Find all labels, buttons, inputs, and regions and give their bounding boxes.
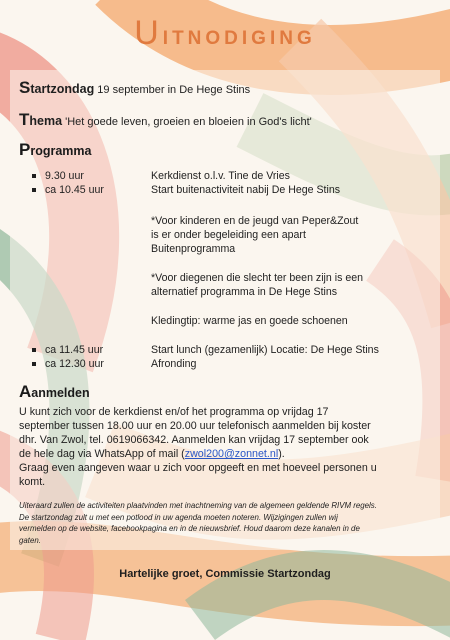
- item-desc: Kerkdienst o.l.v. Tine de Vries: [151, 170, 290, 182]
- title-rest: ITNODIGING: [162, 28, 316, 49]
- aanmelden-line: dhr. Van Zwol, tel. 0619066342. Aanmelden kan vrijdag 17 september ook: [19, 434, 369, 446]
- aanmelden-heading: [19, 382, 90, 402]
- page-title: [0, 14, 450, 53]
- item-time: ca 12.30 uur: [45, 358, 104, 370]
- disclaimer-line: gaten.: [19, 535, 41, 545]
- startzondag-text: 19 september in De Hege Stins: [94, 84, 251, 96]
- aanmelden-line: september tussen 18.00 uur en 20.00 uur telefonisch aanmelden bij koster: [19, 420, 371, 432]
- disclaimer: [19, 500, 437, 546]
- aanmelden-line: U kunt zich voor de kerkdienst en/of het programma op vrijdag 17: [19, 406, 329, 418]
- thema-initial: T: [19, 110, 30, 129]
- thema-label: hema: [29, 114, 63, 128]
- startzondag-initial: S: [19, 78, 31, 97]
- item-desc: Start buitenactiviteit nabij De Hege Stins: [151, 184, 341, 196]
- list-item: [32, 184, 104, 196]
- note-kinderen-line: is er onder begeleiding een apart: [151, 229, 306, 241]
- footer-signature: Hartelijke groet, Commissie Startzondag: [119, 568, 331, 580]
- aanmelden-line: [19, 447, 439, 461]
- aanmelden-line: komt.: [19, 476, 46, 488]
- item-time: 9.30 uur: [45, 170, 84, 182]
- item-desc: Afronding: [151, 358, 197, 370]
- list-item: [32, 344, 103, 356]
- aanmelden-line: Graag even aangeven waar u zich voor opgeeft en met hoeveel personen u: [19, 462, 377, 474]
- programma-initial: P: [19, 140, 31, 159]
- email-link[interactable]: zwol200@zonnet.nl: [184, 448, 279, 460]
- item-time: ca 11.45 uur: [45, 344, 104, 356]
- aanmelden-initial: A: [19, 382, 32, 401]
- list-item: [32, 170, 84, 182]
- thema-text: 'Het goede leven, groeien en bloeien in God's licht': [62, 116, 312, 128]
- startzondag-label: tartzondag: [30, 82, 95, 96]
- kledingtip: Kledingtip: warme jas en goede schoenen: [151, 315, 348, 327]
- thema-line: [19, 110, 312, 130]
- note-slecht-line: *Voor diegenen die slecht ter been zijn is een: [151, 272, 364, 284]
- aanmelden-line-pre: de hele dag via WhatsApp of mail (: [19, 448, 185, 460]
- aanmelden-text: [19, 405, 439, 489]
- startzondag-line: [19, 78, 250, 98]
- disclaimer-line: Uiteraard zullen de activiteiten plaatvinden met inachtneming van de algemeen geldende RIVM regels.: [19, 501, 377, 510]
- title-initial: U: [134, 14, 163, 52]
- disclaimer-line: vermelden op de website, facebookpagina en in de nieuwsbrief. Houd daarom deze kanalen in de: [19, 524, 360, 534]
- note-slecht-line: alternatief programma in De Hege Stins: [151, 286, 338, 298]
- programma-heading: [19, 140, 91, 160]
- note-kinderen-line: *Voor kinderen en de jeugd van Peper&Zout: [151, 215, 359, 227]
- item-desc: Start lunch (gezamenlijk) Locatie: De Hege Stins: [151, 344, 379, 356]
- aanmelden-label: anmelden: [31, 386, 90, 400]
- disclaimer-line: De startzondag zult u met een potlood in uw agenda moeten noteren. Wijzigingen zullen wij: [19, 512, 338, 522]
- programma-label: rogramma: [30, 144, 92, 158]
- aanmelden-line-post: ).: [278, 448, 285, 460]
- item-time: ca 10.45 uur: [45, 184, 104, 196]
- list-item: [32, 358, 104, 370]
- note-kinderen-line: Buitenprogramma: [151, 243, 236, 255]
